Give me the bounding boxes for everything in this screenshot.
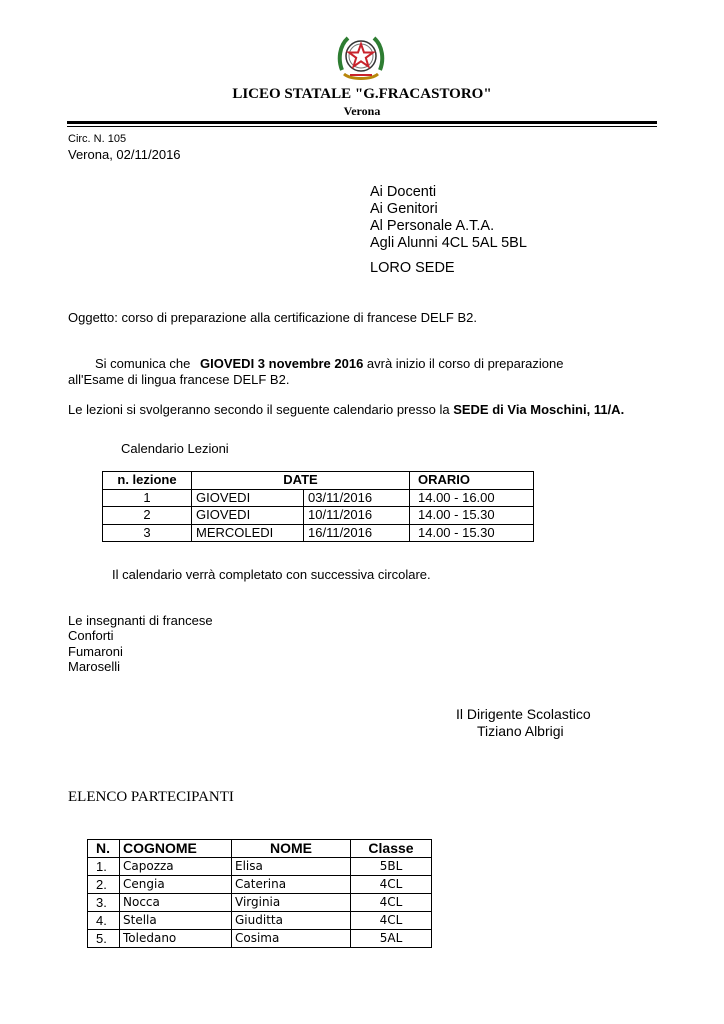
- body-text: Si comunica che: [95, 356, 194, 371]
- participant-name: Caterina: [232, 876, 351, 894]
- body-text: avrà inizio il corso di preparazione: [363, 356, 564, 371]
- participant-surname: Toledano: [120, 930, 232, 948]
- participant-surname: Stella: [120, 912, 232, 930]
- calendar-title: Calendario Lezioni: [121, 441, 229, 456]
- participant-class: 4CL: [351, 912, 432, 930]
- teachers-label: Le insegnanti di francese: [68, 613, 213, 628]
- column-header: Classe: [351, 840, 432, 858]
- column-header: ORARIO: [410, 472, 534, 490]
- body-paragraph-1-line-2: all'Esame di lingua francese DELF B2.: [68, 372, 290, 387]
- lesson-time: 14.00 - 15.30: [410, 524, 534, 542]
- participant-name: Elisa: [232, 858, 351, 876]
- lesson-date: 10/11/2016: [304, 507, 410, 525]
- closing-note: Il calendario verrà completato con successiva circolare.: [112, 567, 431, 582]
- column-header: NOME: [232, 840, 351, 858]
- participant-class: 5BL: [351, 858, 432, 876]
- participant-surname: Nocca: [120, 894, 232, 912]
- table-row: [103, 489, 534, 507]
- participant-number: 5.: [88, 930, 120, 948]
- signature-name: Tiziano Albrigi: [477, 723, 564, 739]
- participants-table: [87, 839, 432, 948]
- lessons-table: [102, 471, 534, 542]
- body-text: Le lezioni si svolgeranno secondo il seguente calendario presso la: [68, 402, 454, 417]
- table-row: [103, 507, 534, 525]
- recipient-line: Ai Genitori: [370, 201, 438, 217]
- body-paragraph-1: [95, 356, 563, 371]
- table-row: [88, 912, 432, 930]
- participant-name: Giuditta: [232, 912, 351, 930]
- participant-number: 3.: [88, 894, 120, 912]
- participant-number: 1.: [88, 858, 120, 876]
- participant-name: Virginia: [232, 894, 351, 912]
- lesson-number: 3: [103, 524, 192, 542]
- header-rule-thin: [67, 126, 657, 127]
- lesson-time: 14.00 - 15.30: [410, 507, 534, 525]
- lesson-day: MERCOLEDI: [192, 524, 304, 542]
- column-header: n. lezione: [103, 472, 192, 490]
- table-row: [88, 858, 432, 876]
- recipient-line: Agli Alunni 4CL 5AL 5BL: [370, 235, 527, 251]
- lesson-number: 2: [103, 507, 192, 525]
- table-header-row: [103, 472, 534, 490]
- start-date-bold: GIOVEDI 3 novembre 2016: [200, 356, 364, 371]
- signature-role: Il Dirigente Scolastico: [456, 706, 591, 722]
- participant-number: 4.: [88, 912, 120, 930]
- body-paragraph-2: [68, 402, 624, 417]
- table-row: [103, 524, 534, 542]
- participant-surname: Cengia: [120, 876, 232, 894]
- participant-number: 2.: [88, 876, 120, 894]
- circular-place-date: Verona, 02/11/2016: [68, 147, 181, 162]
- lesson-number: 1: [103, 489, 192, 507]
- table-header-row: [88, 840, 432, 858]
- lesson-date: 03/11/2016: [304, 489, 410, 507]
- participant-class: 5AL: [351, 930, 432, 948]
- circular-number: Circ. N. 105: [68, 133, 127, 145]
- participant-class: 4CL: [351, 876, 432, 894]
- table-row: [88, 930, 432, 948]
- table-row: [88, 894, 432, 912]
- column-header: DATE: [192, 472, 410, 490]
- lesson-date: 16/11/2016: [304, 524, 410, 542]
- teacher-name: Fumaroni: [68, 644, 123, 659]
- column-header: N.: [88, 840, 120, 858]
- header-rule-thick: [67, 121, 657, 124]
- lesson-day: GIOVEDI: [192, 489, 304, 507]
- recipient-line: Ai Docenti: [370, 184, 437, 200]
- teacher-name: Conforti: [68, 628, 114, 643]
- republic-emblem-icon: [336, 30, 386, 84]
- column-header: COGNOME: [120, 840, 232, 858]
- participant-surname: Capozza: [120, 858, 232, 876]
- lesson-day: GIOVEDI: [192, 507, 304, 525]
- location-bold: SEDE di Via Moschini, 11/A.: [453, 402, 625, 417]
- table-row: [88, 876, 432, 894]
- recipient-line: Al Personale A.T.A.: [370, 218, 495, 234]
- participant-name: Cosima: [232, 930, 351, 948]
- recipients-footer: LORO SEDE: [370, 260, 455, 276]
- participant-class: 4CL: [351, 894, 432, 912]
- participants-title: ELENCO PARTECIPANTI: [68, 789, 234, 805]
- school-name: LICEO STATALE "G.FRACASTORO": [232, 86, 492, 102]
- lesson-time: 14.00 - 16.00: [410, 489, 534, 507]
- school-city: Verona: [343, 104, 381, 118]
- teacher-name: Maroselli: [68, 659, 121, 674]
- subject-line: Oggetto: corso di preparazione alla certificazione di francese DELF B2.: [68, 310, 477, 325]
